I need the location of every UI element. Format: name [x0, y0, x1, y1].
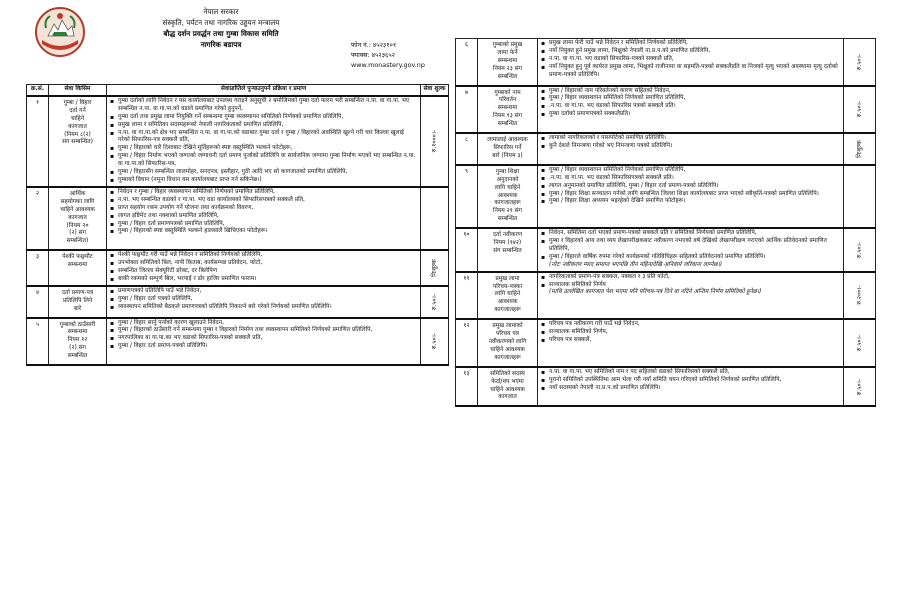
requirement-item: ▪ न.पा. भए सम्बन्धित वडाको र गा.पा. भए वडा कार्यालयको सिफारिसपत्रको सक्कलै प्रति,: [110, 197, 417, 205]
row-serial-number: ८: [456, 133, 478, 165]
requirement-item: ▪ नयाँ नियुक्त हुनु पूर्व कार्यरत प्रमुख लामा, भिक्षुको राजीनामा वा सहमति-पत्रको सक्कलैप्रति वा निजको मृत्यु भएको अवस्थामा मृत्यु दर्ताको प्रमाण-पत्रको प्रतिलिपि।: [541, 64, 840, 80]
service-line: दर्ता प्रमाण-पत्र: [61, 289, 94, 296]
table-row: [27, 96, 449, 187]
service-line: कागजात: [68, 214, 87, 221]
requirement-item: ▪ गुम्बाको विधान (नमूना विधान यस कार्यालयबाट प्राप्त गर्न सकिनेछ।): [110, 177, 417, 185]
row-process: [538, 319, 844, 367]
requirement-list: [541, 230, 840, 262]
requirement-list: [541, 88, 840, 120]
requirement-item: ▪ निवेदन र गुम्बा / विहार व्यवस्थापन समितिको निर्णयको प्रमाणित प्रतिलिपि,: [110, 189, 417, 197]
service-line: लागि चाहिने: [494, 184, 521, 191]
service-line: चाहिने आवश्यक: [490, 386, 525, 393]
service-line: गुम्बाको नाम: [494, 89, 521, 96]
table-row: [456, 319, 876, 367]
row-service-type: [49, 318, 107, 366]
fee-value: रु.५०।-: [430, 293, 438, 310]
row-service-type: [478, 319, 538, 367]
row-process: [538, 39, 844, 86]
fee-value: रु.५०।-: [855, 378, 863, 395]
requirement-item: ▪ पेश्की फछ्र्यौट गरी पाउँ भन्ने निवेदन र समितिको निर्णयको प्रतिलिपि,: [110, 252, 417, 260]
row-fee: [844, 39, 876, 86]
row-service-type: [49, 96, 107, 187]
row-process: [107, 187, 421, 250]
col-sn: क्र.सं.: [27, 85, 49, 96]
requirement-item: ▪ .न.पा. वा गा.पा. भए वडाको सिफारिस पत्रको सक्कलै प्रति।: [541, 103, 840, 111]
requirement-list: [110, 288, 417, 312]
service-line: चाहिने आवश्यक: [490, 346, 525, 353]
requirement-item: ▪ गुम्बा / विहार दर्ता पत्रको प्रतिलिपि,: [110, 296, 417, 304]
requirement-item: ▪ बाकी रकमको सम्पूर्ण बिल, भरपाई र डोर हाजिर प्रमाणित फाराम।: [110, 276, 417, 284]
requirement-list: [541, 135, 840, 151]
service-line: गुम्बाको ठाउँसारी: [59, 321, 96, 328]
fee-value: रु.२००।-: [855, 285, 863, 306]
row-service-type: [49, 250, 107, 286]
service-line: (२) संग: [69, 345, 86, 352]
service-line: गुम्बा / विहार: [63, 99, 92, 106]
requirement-item: ▪ लामाको नागरिकताको र पासपोर्टको प्रमाणित प्रतिलिपि।: [541, 135, 840, 143]
requirement-item: ▪ गुम्बा / विहार व्यवस्थापन समितिको निर्णयको प्रमाणित प्रतिलिपि,: [541, 167, 840, 175]
service-line: अनुदानको: [496, 176, 519, 183]
service-line: सम्बन्धमा: [497, 105, 518, 112]
row-serial-number: ४: [27, 286, 49, 318]
row-serial-number: १२: [456, 319, 478, 367]
service-line: पेश्की फछ्र्यौट: [62, 254, 93, 261]
row-serial-number: ५: [27, 318, 49, 366]
service-line: सम्बन्धमा: [497, 57, 518, 64]
col-process: सेवाप्राप्तिले पुऱ्याउनुपर्ने प्रक्रिया र प्रमाण: [107, 85, 421, 96]
fee-value: रु.१०००।-: [430, 130, 438, 153]
row-process: [538, 367, 844, 407]
service-line: नियम १३ संग: [493, 113, 522, 120]
row-service-type: [478, 86, 538, 134]
row-fee: [844, 319, 876, 367]
service-line: आवश्यक: [497, 299, 518, 306]
requirement-item: ▪ गुम्बा / विहारसँग सम्बन्धित लालमोहर, सनदपत्र, इस्तीहार, गुठी आदि भए सो कागजातको प्रमाणित प्रतिलिपि,: [110, 169, 417, 177]
requirement-item: ▪ गुम्बा / विहार शिक्षा अध्ययन भइरहेको देखिने प्रमाणित फोटोहरू।: [541, 198, 840, 206]
requirement-list: [110, 320, 417, 352]
requirement-list: [110, 252, 417, 284]
fee-value: रु.५०।-: [855, 101, 863, 118]
requirement-item: ▪ नागरिकताको प्रमाण-पत्र सक्कल, नक्कल र ३ प्रति फोटो,: [541, 274, 840, 282]
service-line: गुम्बाको प्रमुख: [492, 42, 523, 48]
table-row: [27, 318, 449, 366]
requirement-item: ▪ पुरानो समितिको उपस्थितिमा आम भेला गरी नयाँ समिति चयन गरिएको समितिको निर्णयको प्रमाणित प्रतिलिपि,: [541, 377, 840, 385]
requirement-item: ▪ गुम्बा / विहार दर्ता प्रमाण-पत्रको प्रतिलिपि।: [110, 343, 417, 351]
requirement-list: [541, 40, 840, 80]
requirement-list: [541, 274, 840, 290]
row-service-type: [478, 133, 538, 165]
requirement-item: ▪ परिचय पत्र नवीकरण गरी पाउँ भन्ने निवेदन,: [541, 321, 840, 329]
header-contact: [351, 40, 451, 69]
row-service-type: [49, 187, 107, 250]
service-line: नियम १२: [67, 337, 88, 344]
row-serial-number: २: [27, 187, 49, 250]
header-line-2: संस्कृति, पर्यटन तथा नागरिक उड्डयन मन्त्रालय: [162, 18, 280, 27]
row-serial-number: ३: [27, 250, 49, 286]
row-process: [538, 165, 844, 228]
row-serial-number: १: [27, 96, 49, 187]
requirement-item: ▪ नयाँ नियुक्त हुने प्रमुख लामा, भिक्षुको नेपाली ना.प्र.प.को प्रमाणित प्रतिलिपि,: [541, 48, 840, 56]
service-line: परिचय-पत्रका: [492, 283, 523, 290]
service-line: सम्बन्धमा: [67, 329, 88, 336]
fee-value: रु.५०।-: [855, 53, 863, 70]
requirement-item: ▪ निवेदन, समितिमा दर्ता भएको प्रमाण-पत्रको सक्कलै प्रति र समितिको निर्णयको प्रमाणित प्रतिलिपि,: [541, 230, 840, 238]
table-row: [456, 133, 876, 165]
service-line: सम्बन्धित): [66, 238, 89, 245]
table-row: [456, 165, 876, 228]
row-service-type: [478, 272, 538, 320]
header-title-block: [96, 6, 346, 50]
service-line: कागजातहरू: [494, 354, 521, 361]
table-row: [456, 86, 876, 134]
row-fee: [844, 86, 876, 134]
right-table-body: [456, 39, 876, 407]
header-line-4: नागरिक बडापत्र: [200, 40, 242, 49]
header-website: www.monastery.gov.np: [351, 61, 425, 69]
requirement-item: ▪ उपभोक्ता समितिको बिल, नापी किताब, कार्यसम्पन्न प्रतिवेदन, फोटो,: [110, 260, 417, 268]
row-fee: [844, 272, 876, 320]
row-serial-number: १३: [456, 367, 478, 407]
table-row: [456, 272, 876, 320]
service-line: परिवर्तन: [498, 97, 517, 104]
requirement-list: [110, 189, 417, 236]
fee-value: रु.५०।-: [855, 241, 863, 258]
requirement-list: [541, 321, 840, 345]
fee-value: रु.५०।-: [430, 333, 438, 350]
service-line: फेर्दा/थप भएमा: [491, 378, 524, 385]
left-page: [26, 4, 448, 578]
row-serial-number: ७: [456, 86, 478, 134]
row-service-type: [478, 39, 538, 86]
requirement-item: ▪ प्राप्त सहयोग रकम उपयोग गर्ने योजना तथा कार्यक्रमको विवरण,: [110, 205, 417, 213]
row-fee: [421, 286, 449, 318]
row-fee: [421, 318, 449, 366]
requirement-item: ▪ गुम्बा / विहारको स्पष्ट वस्तुस्थिति भल्कने हालसालै खिचिएका फोटोहरू।: [110, 228, 417, 236]
service-line: कागजात: [68, 123, 87, 130]
row-process: [538, 86, 844, 134]
row-process: [538, 272, 844, 320]
row-serial-number: ९: [456, 165, 478, 228]
service-line: परिचय पत्र: [496, 331, 519, 338]
service-line: चाहिने: [70, 115, 85, 122]
service-line: सम्बन्धमा: [67, 262, 88, 269]
row-service-type: [478, 367, 538, 407]
service-line: नियम २३ संग: [493, 65, 522, 72]
requirement-item: ▪ गुम्बा / विहार दर्ता प्रमाणपत्रको प्रमाणित प्रतिलिपि,: [110, 221, 417, 229]
row-fee: [844, 367, 876, 407]
row-serial-number: ११: [456, 272, 478, 320]
service-line: सम्बन्धित: [497, 73, 518, 80]
col-fee: सेवा शुल्क: [421, 85, 449, 96]
fee-value: रु.५०।-: [855, 334, 863, 352]
service-line: (नियम ८(२): [64, 131, 91, 138]
left-table-body: [27, 96, 449, 365]
row-serial-number: ६: [456, 39, 478, 86]
requirement-item: ▪ सञ्चालक समितिको निर्णय: [541, 282, 840, 290]
fee-value: निःशुल्क: [855, 140, 863, 158]
requirement-item: ▪ गुम्बा / विहारले वार्षिक रुपमा गरेको कार्यक्रमको गतिविधिहरू सहितको प्रतिवेदनको प्रमाणित प्रतिलिपि।: [541, 254, 840, 262]
row-service-type: [478, 165, 538, 228]
requirement-item: ▪ गुम्बा दर्ताको प्रमाणपत्रको सक्कलैप्रति।: [541, 111, 840, 119]
requirement-list: [541, 167, 840, 207]
service-line: सम्बन्धित: [67, 353, 88, 360]
requirement-item: ▪ गुम्बा / विहार सार्नु पर्नाको कारण खुलाउने निवेदन,: [110, 320, 417, 328]
requirement-item: ▪ कुनै देशले निमन्त्रणा गरेको भए निमन्त्रणा पत्रको प्रतिलिपि।: [541, 143, 840, 151]
service-line: बारे (नियम ३): [492, 152, 523, 159]
service-line: संग सम्बन्धित): [62, 139, 93, 146]
table-header-row: [27, 85, 449, 96]
requirement-item: ▪ गुम्बा र विहारको आय तथा व्यय लेखापरीक्षकबाट नवीकरण नभएको वर्ष देखिको लेखापरीक्षण गराएको आर्थिक प्रतिवेदनको प्रमाणित प्रतिलिपि,: [541, 238, 840, 254]
service-line: आर्थिक: [69, 190, 86, 197]
right-page: [455, 38, 875, 574]
service-line: सिफारिस गर्ने: [493, 144, 522, 151]
header-line-1: नेपाल सरकार: [203, 7, 239, 16]
service-line: बारे: [73, 305, 82, 312]
row-process: [538, 133, 844, 165]
table-row: [27, 286, 449, 318]
table-row: [456, 39, 876, 86]
row-process: [107, 96, 421, 187]
row-fee: [844, 165, 876, 228]
service-line: सहयोगका लागि: [60, 198, 95, 205]
requirement-item: ▪ प्रमाणपत्रको प्रतिलिपि पाउँ भन्ने निवेदन,: [110, 288, 417, 296]
right-charter-table: [455, 38, 876, 407]
service-line: कागजातहरू: [494, 307, 521, 314]
row-service-type: [478, 228, 538, 272]
service-line: कागजातहरू: [494, 200, 521, 207]
header-phone: फोन नं.: ४५२३१०१: [351, 41, 397, 49]
requirement-item: ▪ न.पा. वा गा.पा. भए वडाको सिफारिस-पत्रको सक्कलै प्रति,: [541, 56, 840, 64]
government-emblem-icon: [34, 6, 86, 58]
service-line: लामा फेर्ने: [497, 49, 518, 56]
requirement-item: ▪ लागत अनुमानको प्रमाणित प्रतिलिपि, गुम्बा / विहार दर्ता प्रमाण-पत्रको प्रतिलिपि।: [541, 183, 840, 191]
requirement-item: ▪ लागत इष्टिमेट तथा नक्शाको प्रमाणित प्रतिलिपि,: [110, 213, 417, 221]
row-fee: [844, 133, 876, 165]
requirement-list: [110, 98, 417, 185]
requirement-item: ▪ गुम्बा / विहारको नाम परिवर्तनको कारण सहितको निवेदन,: [541, 88, 840, 96]
fee-value: निःशुल्क: [430, 259, 438, 277]
table-row: [27, 250, 449, 286]
row-fee: [421, 187, 449, 250]
requirement-item: ▪ .न.पा. वा गा.पा. भए वडाको सिफारिसपत्रको सक्कलै प्रति।: [541, 175, 840, 183]
service-line: (नियम २०: [66, 222, 89, 229]
requirement-item: ▪ सञ्चालक समितिको निर्णय,: [541, 329, 840, 337]
requirement-item: ▪ गुम्बा / विहार व्यवस्थापन समितिको निर्णयको प्रमाणित प्रतिलिपि,: [541, 95, 840, 103]
header-line-3: बौद्ध दर्शन प्रवर्द्धन तथा गुम्बा विकास समिति: [163, 29, 279, 38]
service-line: दर्ता गर्ने: [69, 107, 86, 114]
requirement-item: ▪ प्रमुख लामा फेरी पाउँ भन्ने निवेदन र समितिको निर्णयको प्रतिलिपि,: [541, 40, 840, 48]
col-service: सेवा किसिम: [49, 85, 107, 96]
page-header: [26, 4, 448, 84]
row-serial-number: १०: [456, 228, 478, 272]
row-fee: [844, 228, 876, 272]
row-process: [107, 286, 421, 318]
requirement-list: [541, 369, 840, 393]
service-line: लामालाई आवश्यक: [487, 137, 528, 144]
service-line: नवीकरणको लागि: [488, 339, 527, 345]
row-note: (माथि उल्लेखित कागजात पेश भएमा पनि परिचय-पत्र दिने वा नदिने अन्तिम निर्णय समितिको हुनेछ।): [549, 289, 762, 296]
requirement-item: ▪ नयाँ सदस्यको नेपाली ना.प्र.प.को प्रमाणित प्रतिलिपि।: [541, 385, 840, 393]
requirement-item: ▪ परिचय पत्र सक्कलै,: [541, 337, 840, 345]
requirement-item: ▪ प्रमुख लामा र समितिका सदस्यहरूको नेपाली नागरिकताको प्रमाणित प्रतिलिपि,: [110, 122, 417, 130]
service-line: लागि चाहिने: [494, 291, 521, 298]
left-charter-table: [26, 84, 449, 366]
service-line: कागजात: [498, 394, 517, 401]
requirement-item: ▪ गुम्बा / विहारको चारै दिशाबाट देखिने मूर्तिहरूको स्पष्ट वस्तुस्थिति भल्कने फोटोहरू,: [110, 145, 417, 153]
service-line: चाहिने आवश्यक: [60, 206, 95, 213]
header-fax: फ्याक्स: ४५२३६५२: [351, 51, 396, 59]
table-row: [27, 187, 449, 250]
table-row: [456, 228, 876, 272]
requirement-item: ▪ नगरपालिका वा गा.पा.का भए वडाको सिफारिस-पत्रको सक्कलै प्रति,: [110, 335, 417, 343]
service-line: समितिको सदस्य: [490, 370, 525, 377]
row-service-type: [49, 286, 107, 318]
row-fee: [421, 250, 449, 286]
service-line: प्रमुख लामा: [495, 275, 520, 282]
requirement-item: ▪ न.पा. वा गा.पा. भए समितिको नाम र पद सहितको वडाको सिफारिसको सक्कलै प्रति,: [541, 369, 840, 377]
service-line: आवश्यक: [497, 192, 518, 199]
requirement-item: ▪ गुम्बा / विहार शिक्षा सञ्चालन गर्नको लागि सम्बन्धित जिल्ला शिक्षा कार्यालयबाट प्राप्त भएको स्वीकृति-पत्रको प्रमाणित प्रतिलिपि।: [541, 191, 840, 199]
requirement-item: ▪ व्यवस्थापन समितिको बैठकले प्रमाणपत्रको प्रतिलिपि निकाल्ने बारे गरेको निर्णयको प्रमाणित प्रतिलिपि।: [110, 304, 417, 312]
service-line: गुम्बा शिक्षा: [495, 168, 520, 175]
service-line: प्रतिलिपि लिने: [62, 297, 93, 304]
requirement-item: ▪ गुम्बा / विहारको ठाउँसारी गर्ने सम्बन्धमा गुम्बा र विहारको निर्माण तथा व्यवस्थापन समितिको निर्णयको प्रमाणित प्रतिलिपि,: [110, 327, 417, 335]
table-row: [456, 367, 876, 407]
requirement-item: ▪ सम्बन्धित जिल्ला सेक्यूरिटी डरेक्ट, दर बिलेपिण: [110, 268, 417, 276]
service-line: (२) संग: [69, 230, 86, 237]
requirement-item: ▪ गुम्बा दर्ता तथा प्रमुख लामा नियुक्ति गर्ने सम्बन्धमा गुम्बा व्यवस्थापन समितिको निर्णयको प्रमाणित प्रतिलिपि,: [110, 114, 417, 122]
row-note: (नोटः नवीकरण म्याद समाप्त भएपछि तीन महिनादेखि अनिवार्य जरिवाना लाग्नेछ।): [549, 261, 723, 268]
service-line: संग सम्बन्धित: [493, 247, 522, 254]
service-line: सम्बन्धित: [497, 216, 518, 223]
requirement-item: ▪ न.पा. वा गा.पा.को क्षेत्र भए सम्बन्धित न.पा. वा गा.पा.को वडाबाट गुम्बा दर्ता र गुम्बा / विहारको अवस्थिति खुल्ने गरी चार किल्ला खुलाई गरेको सिफारिस-पत्र सक्कलै प्रति,: [110, 130, 417, 146]
service-line: नियम २१ संग: [493, 208, 522, 215]
service-line: प्रमुख लामाको: [492, 323, 523, 330]
requirement-item: ▪ गुम्बा / विहार निर्माण भएको जग्गाको जग्गाधनी दर्ता प्रमाण पुर्जाको प्रतिलिपि वा सार्वजनिक जग्गामा गुम्बा निर्माण भएको भए सम्बन्धित न.पा. वा गा.पा.को सिफारिस-पत्र,: [110, 153, 417, 169]
service-line: दर्ता नवीकरण: [492, 232, 523, 239]
row-process: [107, 318, 421, 366]
row-fee: [421, 96, 449, 187]
service-line: सम्बन्धित: [497, 121, 518, 128]
service-line: नियम (१४२): [493, 240, 522, 247]
row-process: [107, 250, 421, 286]
row-process: [538, 228, 844, 272]
requirement-item: ▪ गुम्बा दर्ताको लागि निवेदन र यस कार्यालयबाट उपलब्ध गराइने अनुसूची २ बमोजिमको गुम्बा दर्ता फारम भरी सम्बन्धित न.पा. वा गा.पा. भए सम्बन्धित न.पा. वा गा.पा.को वडाले प्रमाणित गरेको हुनुपर्ने,: [110, 98, 417, 114]
